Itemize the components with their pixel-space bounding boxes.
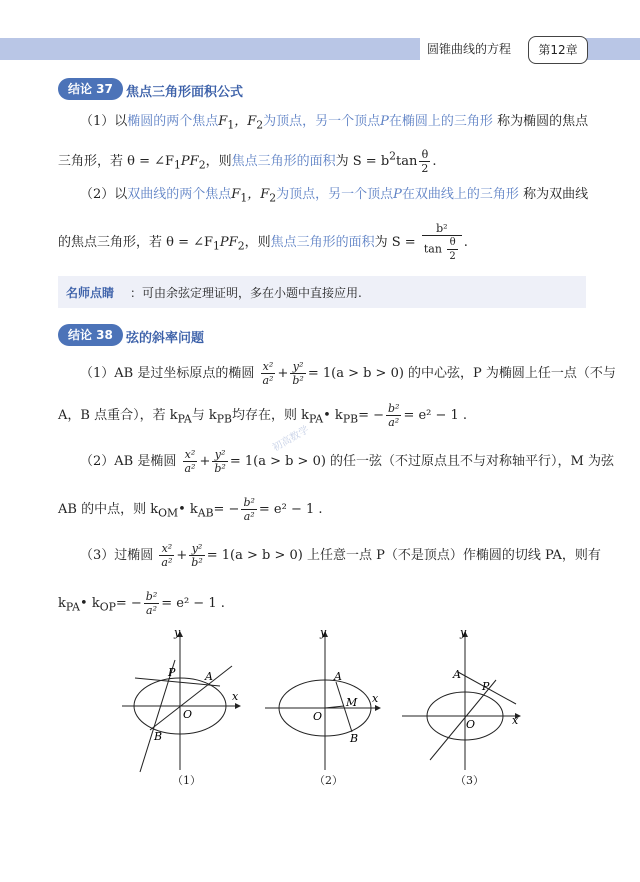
fig1-A: A bbox=[205, 670, 213, 683]
figures bbox=[0, 620, 640, 780]
section-38-title: 弦的斜率问题 bbox=[126, 331, 205, 346]
fig3-P: P bbox=[482, 680, 490, 693]
tip-text: ：可由余弦定理证明，多在小题中直接应用. bbox=[130, 286, 362, 300]
figure-1-caption: （1） bbox=[172, 774, 201, 787]
figure-1 bbox=[122, 632, 240, 772]
section-37-title: 焦点三角形面积公式 bbox=[126, 85, 244, 100]
fig2-x: x bbox=[372, 692, 379, 705]
area-hyperbola-fraction: b² tan $\frac{\theta}{2}$ bbox=[422, 222, 462, 263]
fig2-B: B bbox=[350, 732, 359, 745]
figure-2 bbox=[265, 632, 380, 770]
section-38-label: 结论 38 bbox=[58, 324, 123, 346]
fig3-x: x bbox=[512, 714, 519, 727]
fig1-B: B bbox=[154, 730, 163, 743]
s38-line1: （1）AB 是过坐标原点的椭圆 $\frac{\text{x²}}{\text{a²}}$ + $\frac{\text{y²}}{\text{b²}}$ = 1(a > b > 0) 的中心弦，P 为椭圆上任一点（不与 bbox=[80, 360, 616, 387]
s37-line2: 三角形，若 $\theta = \angle F_1PF_2$，则焦点三角形的面积为 $S = b^2\tan$ $\frac{\theta}{2}$ . bbox=[58, 148, 437, 175]
theta-over-2: $\frac{\theta}{2}$ bbox=[421, 148, 429, 175]
s38-line3: （2）AB 是椭圆 $\frac{\text{x²}}{\text{a²}}$ + $\frac{\text{y²}}{\text{b²}}$ = 1(a > b > 0) 的任一弦（不过原点且不与对称轴平行），M 为弦 bbox=[80, 448, 615, 475]
s38-line6: $k_{PA}•$ $k_{OP}=$ − $\frac{\text{b²}}{\text{a²}}$ = e² − 1 . bbox=[58, 590, 225, 617]
s37-line1: （1）以椭圆的两个焦点$F_1$，$F_2$为顶点，另一个顶点P在椭圆上的三角形 称为椭圆的焦点 bbox=[80, 114, 589, 132]
fig1-O: O bbox=[183, 708, 193, 721]
s38-line2: A，B 点重合），若 $k_{PA}$与 $k_{PB}$均存在，则 $k_{PA}•$ $k_{PB}=$ − $\frac{\text{b²}}{\text{a²}}$ = e² − 1 . bbox=[58, 402, 468, 429]
fig2-M: M bbox=[346, 696, 358, 709]
fig1-P: P bbox=[168, 666, 176, 679]
watermark: 初高数学 bbox=[270, 424, 312, 454]
fig2-A: A bbox=[334, 670, 342, 683]
fig3-A: A bbox=[453, 668, 461, 681]
fig1-y: y bbox=[174, 626, 181, 639]
fig1-x: x bbox=[232, 690, 239, 703]
figure-2-caption: （2） bbox=[314, 774, 343, 787]
fig2-y: y bbox=[320, 626, 327, 639]
chapter-badge: 第12章 bbox=[528, 36, 588, 64]
figure-3-caption: （3） bbox=[455, 774, 484, 787]
header-title: 圆锥曲线的方程 bbox=[427, 42, 512, 56]
fig3-y: y bbox=[460, 626, 467, 639]
fig2-O: O bbox=[313, 710, 323, 723]
s38-line5: （3）过椭圆 $\frac{\text{x²}}{\text{a²}}$ + $\frac{\text{y²}}{\text{b²}}$ = 1(a > b > 0) 上任意一点 P（不是顶点）作椭圆的切线 PA，则有 bbox=[80, 542, 601, 569]
section-37-label: 结论 37 bbox=[58, 78, 123, 100]
tip-key: 名师点睛 bbox=[66, 286, 115, 300]
fig3-O: O bbox=[466, 718, 476, 731]
s37-line3: （2）以双曲线的两个焦点$F_1$，$F_2$为顶点，另一个顶点P在双曲线上的三角形 称为双曲线 bbox=[80, 187, 589, 205]
s37-line4: 的焦点三角形，若 $\theta = \angle F_1PF_2$，则焦点三角形的面积为 S = b² tan $\frac{\theta}{2}$ . bbox=[58, 222, 468, 262]
s38-line4: AB 的中点，则 $k_{OM}•$ $k_{AB}=$ − $\frac{\text{b²}}{\text{a²}}$ = e² − 1 . bbox=[58, 496, 323, 523]
figure-3 bbox=[402, 632, 520, 770]
